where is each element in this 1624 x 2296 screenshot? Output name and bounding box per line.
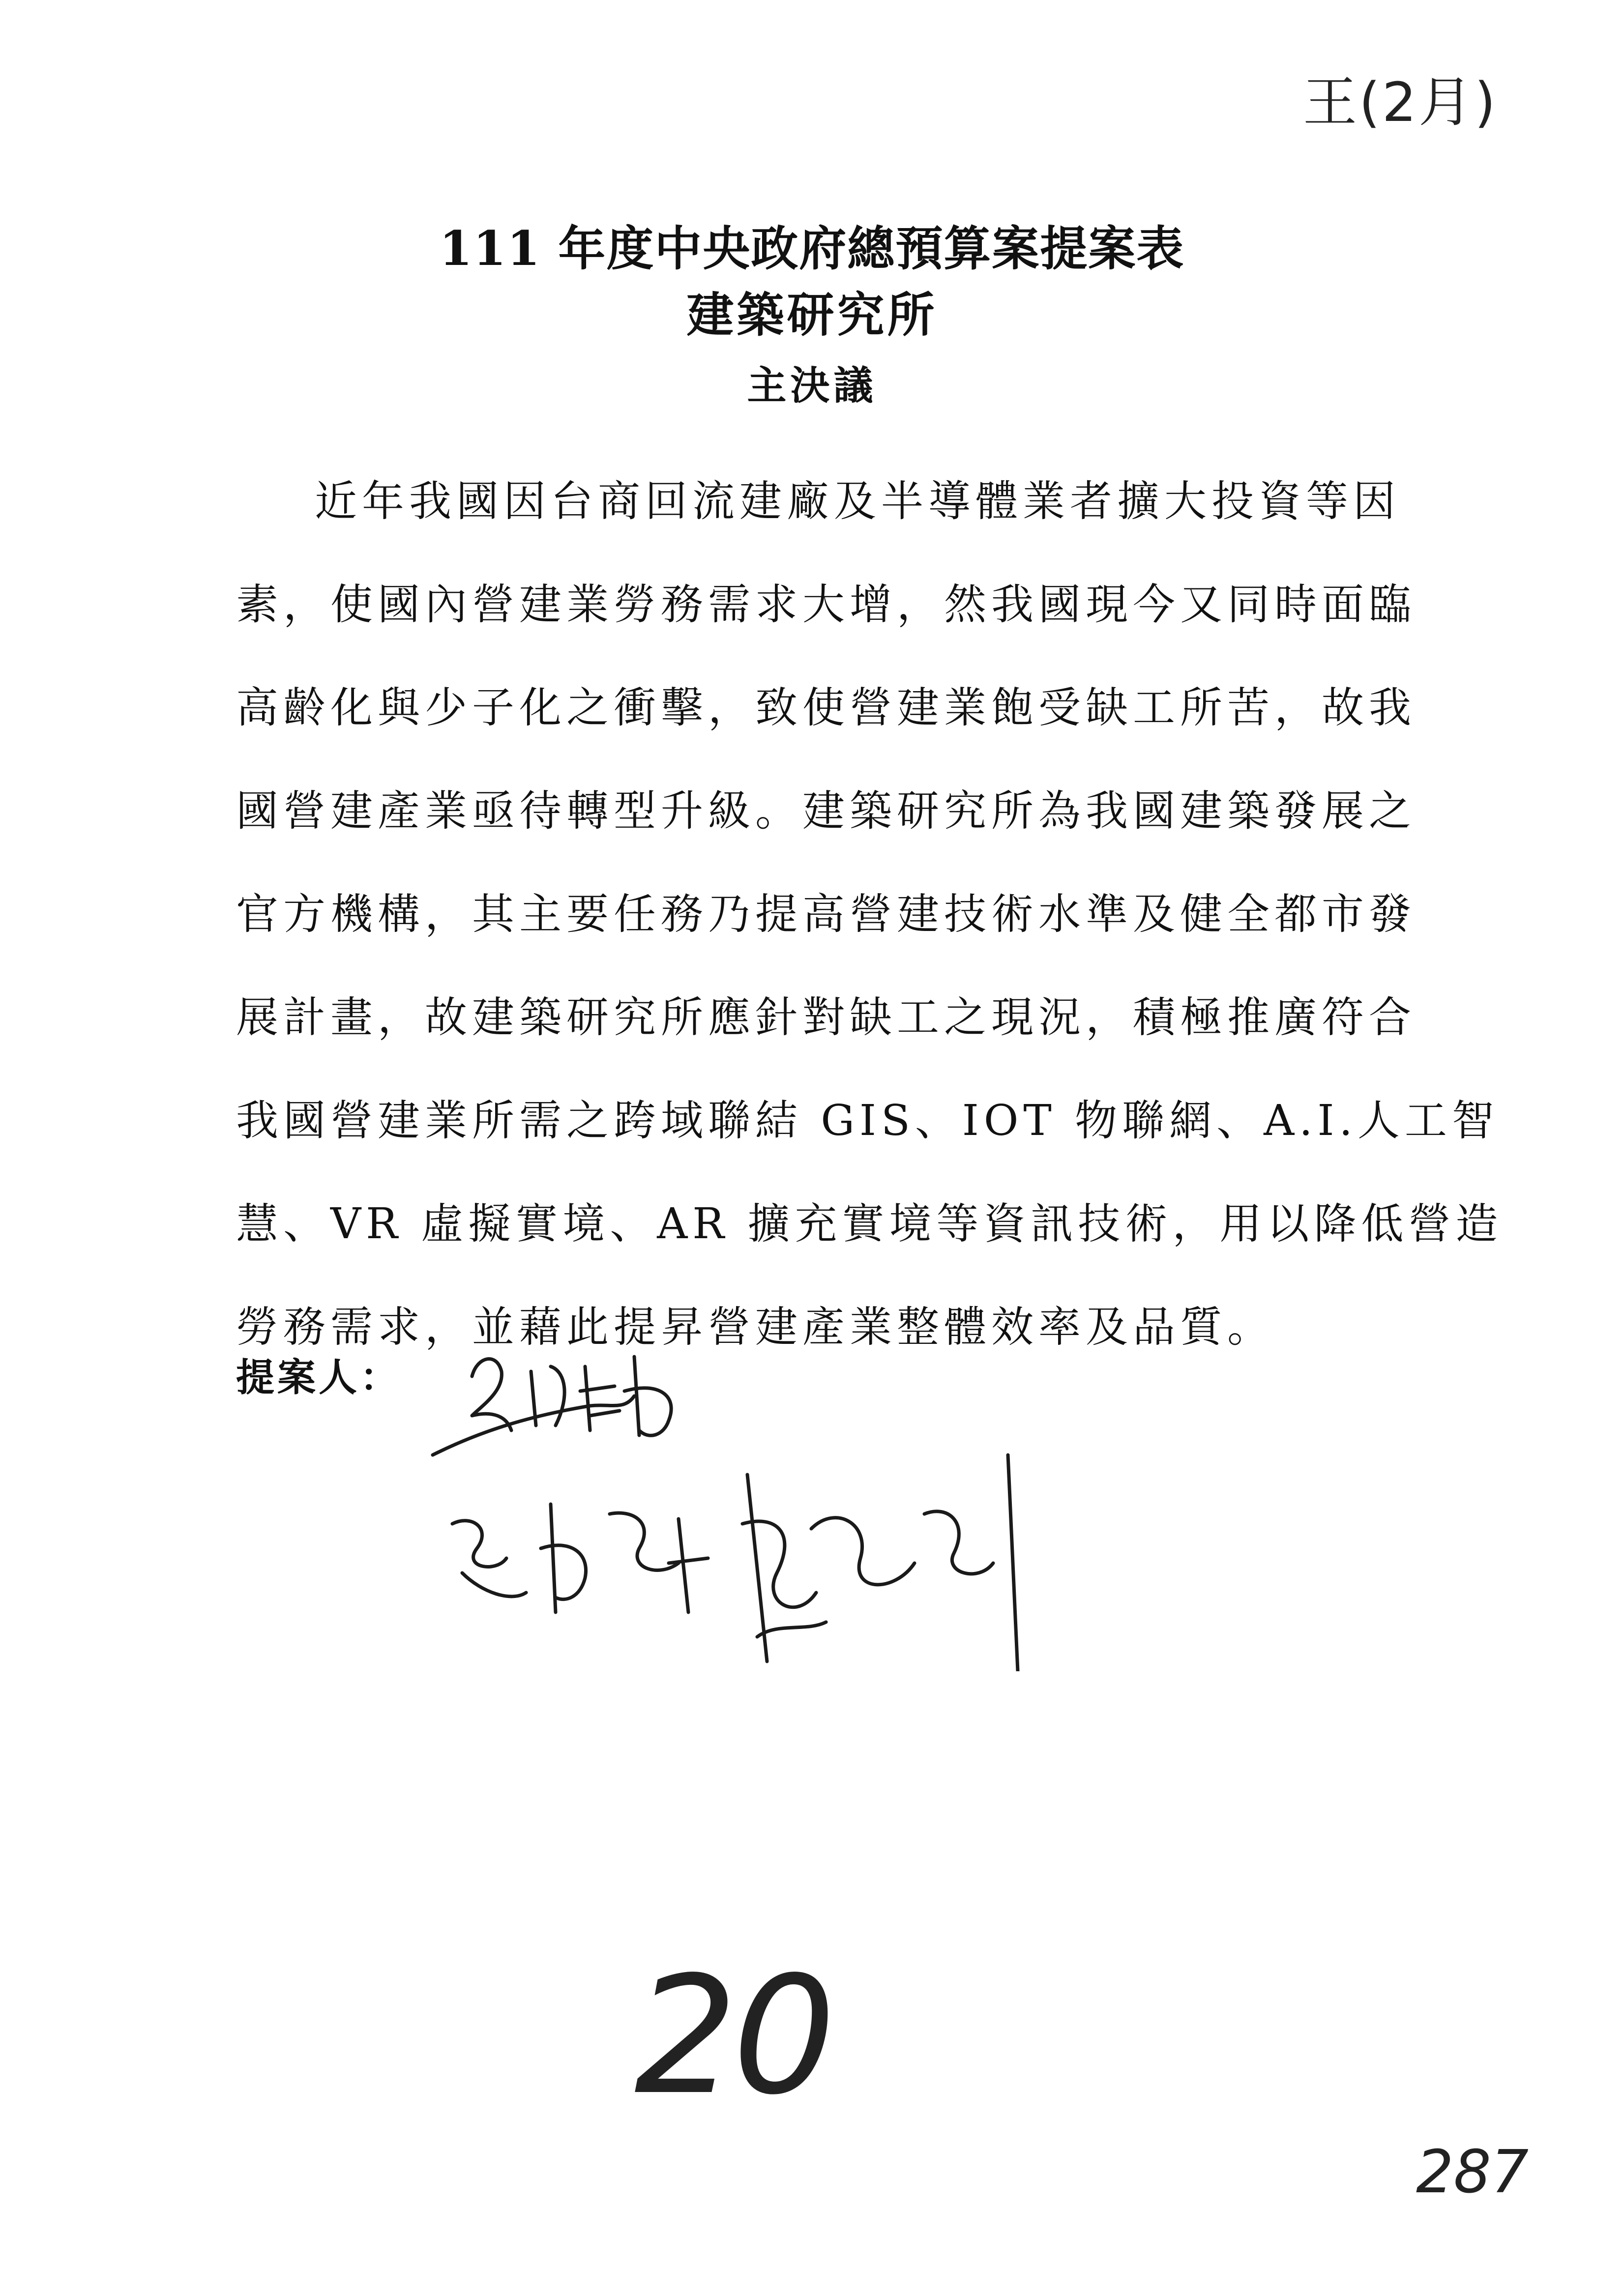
signature-stroke — [531, 1366, 564, 1425]
signature-stroke — [1008, 1455, 1018, 1671]
proposer-label: 提案人： — [236, 1355, 402, 1400]
signature-stroke — [452, 1521, 506, 1567]
body-line: 勞務需求，並藉此提昇營建產業整體效率及品質。 — [236, 1303, 1274, 1352]
signature-stroke — [811, 1518, 915, 1585]
signature-stroke — [742, 1475, 816, 1661]
handwritten-signatures — [403, 1317, 1042, 1671]
body-line: 近年我國因台商回流建廠及半導體業者擴大投資等因 — [315, 477, 1400, 526]
signature-stroke — [757, 1622, 826, 1637]
body-line: 展計畫，故建築研究所應針對缺工之現況，積極推廣符合 — [236, 993, 1416, 1042]
signature-stroke — [624, 1357, 671, 1435]
signature-stroke — [580, 1366, 620, 1430]
signature-stroke — [462, 1573, 526, 1597]
signature-stroke — [472, 1359, 511, 1430]
corner-handwritten-mark: 王(2月) — [1303, 71, 1498, 134]
body-line: 高齡化與少子化之衝擊，致使營建業飽受缺工所苦，故我 — [236, 683, 1416, 732]
signature-stroke — [541, 1504, 586, 1612]
handwritten-folio-number: 287 — [1416, 2138, 1529, 2207]
body-line: 我國營建業所需之跨域聯結 GIS、IOT 物聯網、A.I.人工智 — [236, 1096, 1499, 1145]
section-heading: 主決議 — [747, 362, 877, 408]
body-line: 素，使國內營建業勞務需求大增，然我國現今又同時面臨 — [236, 580, 1416, 629]
handwritten-page-number: 20 — [634, 1942, 831, 2130]
signature-stroke — [924, 1511, 993, 1574]
body-line: 國營建產業亟待轉型升級。建築研究所為我國建築發展之 — [236, 786, 1416, 836]
body-line: 官方機構，其主要任務乃提高營建技術水準及健全都市發 — [236, 890, 1416, 939]
document-title: 111 年度中央政府總預算案提案表 — [439, 221, 1185, 276]
agency-name: 建築研究所 — [686, 287, 938, 343]
body-line: 慧、VR 虛擬實境、AR 擴充實境等資訊技術，用以降低營造 — [236, 1199, 1503, 1249]
